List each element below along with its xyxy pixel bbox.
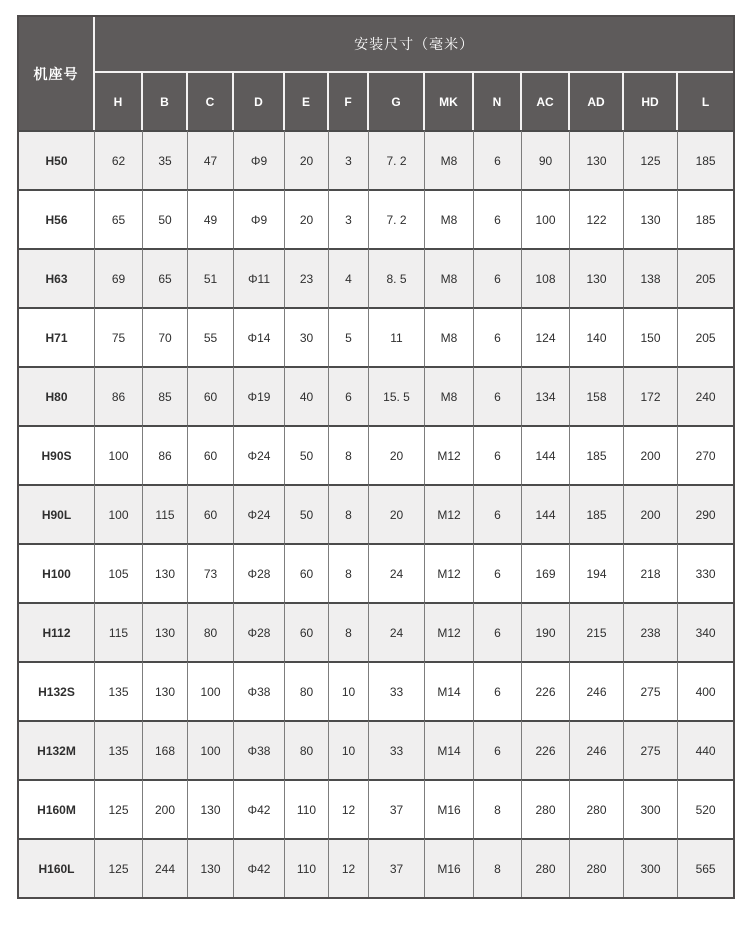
dimension-cell: 130 xyxy=(570,130,624,189)
dimension-cell: 168 xyxy=(143,720,188,779)
dimension-cell: 565 xyxy=(678,838,733,897)
column-header-ac: AC xyxy=(522,73,570,130)
dimension-cell: 144 xyxy=(522,425,570,484)
dimension-cell: 246 xyxy=(570,661,624,720)
dimension-cell: Φ38 xyxy=(234,661,285,720)
table-row xyxy=(19,602,733,661)
dimension-cell: 10 xyxy=(329,720,369,779)
dimension-cell: Φ28 xyxy=(234,602,285,661)
dimension-cell: 50 xyxy=(285,425,329,484)
row-header-model: H90S xyxy=(19,425,95,484)
dimension-cell: 8 xyxy=(329,602,369,661)
dimension-cell: 24 xyxy=(369,602,425,661)
dimension-cell: 100 xyxy=(188,720,234,779)
dimension-cell: 100 xyxy=(95,484,143,543)
dimension-cell: 100 xyxy=(522,189,570,248)
dimension-cell: 290 xyxy=(678,484,733,543)
dimension-cell: Φ42 xyxy=(234,779,285,838)
dimension-cell: 12 xyxy=(329,838,369,897)
dimension-cell: 80 xyxy=(188,602,234,661)
dimension-cell: 244 xyxy=(143,838,188,897)
dimension-cell: 30 xyxy=(285,307,329,366)
row-header-model: H90L xyxy=(19,484,95,543)
dimension-cell: 75 xyxy=(95,307,143,366)
dimension-cell: 90 xyxy=(522,130,570,189)
dimension-cell: 20 xyxy=(369,484,425,543)
dimension-cell: 85 xyxy=(143,366,188,425)
dimension-cell: 3 xyxy=(329,130,369,189)
column-header-g: G xyxy=(369,73,425,130)
dimension-cell: 280 xyxy=(522,779,570,838)
table-row xyxy=(19,307,733,366)
dimension-cell: 6 xyxy=(474,661,522,720)
dimension-cell: 130 xyxy=(143,602,188,661)
dimension-cell: 130 xyxy=(188,838,234,897)
dimension-cell: 6 xyxy=(474,366,522,425)
dimension-cell: 108 xyxy=(522,248,570,307)
dimension-cell: 130 xyxy=(570,248,624,307)
dimension-cell: M8 xyxy=(425,248,474,307)
row-header-model: H80 xyxy=(19,366,95,425)
dimension-cell: 340 xyxy=(678,602,733,661)
dimension-cell: 185 xyxy=(678,189,733,248)
dimension-cell: 215 xyxy=(570,602,624,661)
dimension-cell: 4 xyxy=(329,248,369,307)
dimension-cell: 69 xyxy=(95,248,143,307)
dimension-cell: 122 xyxy=(570,189,624,248)
dimension-cell: M16 xyxy=(425,779,474,838)
dimension-cell: 62 xyxy=(95,130,143,189)
dimension-cell: 8 xyxy=(474,838,522,897)
dimension-cell: 105 xyxy=(95,543,143,602)
dimension-cell: 51 xyxy=(188,248,234,307)
dimension-cell: 10 xyxy=(329,661,369,720)
dimension-cell: 275 xyxy=(624,720,678,779)
dimension-cell: M8 xyxy=(425,189,474,248)
frame-number-header: 机座号 xyxy=(19,17,95,130)
dimension-cell: 185 xyxy=(570,425,624,484)
table-row xyxy=(19,484,733,543)
dimension-cell: 86 xyxy=(95,366,143,425)
dimension-cell: 194 xyxy=(570,543,624,602)
dimension-cell: 33 xyxy=(369,661,425,720)
dimension-cell: 218 xyxy=(624,543,678,602)
dimension-cell: 8 xyxy=(329,425,369,484)
dimension-cell: 12 xyxy=(329,779,369,838)
dimension-cell: 65 xyxy=(143,248,188,307)
dimension-cell: 80 xyxy=(285,661,329,720)
dimension-cell: 6 xyxy=(474,248,522,307)
dimension-cell: 60 xyxy=(188,484,234,543)
dimension-cell: 150 xyxy=(624,307,678,366)
table-row xyxy=(19,366,733,425)
dimension-cell: 110 xyxy=(285,838,329,897)
dimension-cell: 190 xyxy=(522,602,570,661)
column-header-l: L xyxy=(678,73,733,130)
dimension-cell: 7. 2 xyxy=(369,130,425,189)
dimension-cell: Φ38 xyxy=(234,720,285,779)
dimension-cell: Φ9 xyxy=(234,189,285,248)
dimension-cell: 135 xyxy=(95,661,143,720)
dimension-cell: 8 xyxy=(329,543,369,602)
table-row xyxy=(19,720,733,779)
dimension-cell: 24 xyxy=(369,543,425,602)
dimension-cell: 125 xyxy=(95,779,143,838)
dimension-cell: Φ24 xyxy=(234,425,285,484)
dimension-cell: 50 xyxy=(285,484,329,543)
dimension-cell: 20 xyxy=(369,425,425,484)
dimension-cell: 130 xyxy=(188,779,234,838)
dimension-cell: M16 xyxy=(425,838,474,897)
dimension-cell: 280 xyxy=(570,838,624,897)
dimension-cell: M12 xyxy=(425,602,474,661)
dimension-cell: 6 xyxy=(474,425,522,484)
row-header-model: H50 xyxy=(19,130,95,189)
dimension-cell: 200 xyxy=(143,779,188,838)
dimension-cell: 55 xyxy=(188,307,234,366)
dimension-cell: 86 xyxy=(143,425,188,484)
dimension-cell: 125 xyxy=(95,838,143,897)
dimension-cell: 125 xyxy=(624,130,678,189)
column-header-h: H xyxy=(95,73,143,130)
dimension-cell: 440 xyxy=(678,720,733,779)
dimension-cell: 6 xyxy=(474,189,522,248)
row-header-model: H132M xyxy=(19,720,95,779)
dimension-cell: 37 xyxy=(369,838,425,897)
dimension-cell: 3 xyxy=(329,189,369,248)
installation-dimensions-header: 安装尺寸（毫米） xyxy=(95,17,733,73)
dimension-cell: 6 xyxy=(474,543,522,602)
dimension-cell: 65 xyxy=(95,189,143,248)
dimension-cell: M8 xyxy=(425,130,474,189)
dimension-cell: Φ42 xyxy=(234,838,285,897)
dimension-cell: 172 xyxy=(624,366,678,425)
dimension-cell: 35 xyxy=(143,130,188,189)
dimension-cell: M12 xyxy=(425,484,474,543)
dimension-cell: 60 xyxy=(188,425,234,484)
dimension-cell: 400 xyxy=(678,661,733,720)
table-row xyxy=(19,425,733,484)
dimension-cell: 60 xyxy=(285,543,329,602)
dimension-cell: 115 xyxy=(95,602,143,661)
dimension-cell: 47 xyxy=(188,130,234,189)
row-header-model: H71 xyxy=(19,307,95,366)
dimension-cell: 6 xyxy=(474,602,522,661)
dimension-cell: 124 xyxy=(522,307,570,366)
dimension-cell: 23 xyxy=(285,248,329,307)
table-row xyxy=(19,248,733,307)
dimension-cell: 115 xyxy=(143,484,188,543)
dimension-cell: 135 xyxy=(95,720,143,779)
dimension-cell: 6 xyxy=(329,366,369,425)
row-header-model: H132S xyxy=(19,661,95,720)
table-row xyxy=(19,661,733,720)
dimension-cell: M8 xyxy=(425,366,474,425)
dimension-cell: 200 xyxy=(624,484,678,543)
dimension-cell: 15. 5 xyxy=(369,366,425,425)
column-header-ad: AD xyxy=(570,73,624,130)
column-letters-row xyxy=(19,73,733,130)
dimension-cell: 20 xyxy=(285,189,329,248)
dimension-cell: M14 xyxy=(425,661,474,720)
row-header-model: H63 xyxy=(19,248,95,307)
dimension-cell: 60 xyxy=(285,602,329,661)
dimension-cell: 169 xyxy=(522,543,570,602)
table-header xyxy=(19,17,733,130)
dimension-cell: 20 xyxy=(285,130,329,189)
row-header-model: H56 xyxy=(19,189,95,248)
dimension-cell: 520 xyxy=(678,779,733,838)
dimension-cell: 200 xyxy=(624,425,678,484)
dimension-cell: 130 xyxy=(143,661,188,720)
dimension-cell: 300 xyxy=(624,779,678,838)
dimension-cell: 70 xyxy=(143,307,188,366)
dimension-cell: 138 xyxy=(624,248,678,307)
dimension-cell: 226 xyxy=(522,661,570,720)
dimension-cell: 330 xyxy=(678,543,733,602)
dimension-cell: 240 xyxy=(678,366,733,425)
dimension-cell: 100 xyxy=(188,661,234,720)
dimension-cell: 140 xyxy=(570,307,624,366)
dimension-cell: M12 xyxy=(425,425,474,484)
dimension-cell: 8 xyxy=(474,779,522,838)
dimension-cell: 6 xyxy=(474,484,522,543)
dimension-cell: Φ14 xyxy=(234,307,285,366)
table-body xyxy=(19,130,733,897)
dimension-cell: M14 xyxy=(425,720,474,779)
column-header-hd: HD xyxy=(624,73,678,130)
dimension-cell: 73 xyxy=(188,543,234,602)
dimension-cell: 130 xyxy=(624,189,678,248)
dimension-cell: 275 xyxy=(624,661,678,720)
row-header-model: H112 xyxy=(19,602,95,661)
dimension-cell: 280 xyxy=(570,779,624,838)
dimension-cell: 205 xyxy=(678,307,733,366)
table-row xyxy=(19,189,733,248)
row-header-model: H100 xyxy=(19,543,95,602)
dimension-cell: 37 xyxy=(369,779,425,838)
row-header-model: H160L xyxy=(19,838,95,897)
dimension-cell: 7. 2 xyxy=(369,189,425,248)
dimension-cell: 8 xyxy=(329,484,369,543)
column-header-c: C xyxy=(188,73,234,130)
table-row xyxy=(19,543,733,602)
table-row xyxy=(19,779,733,838)
column-header-d: D xyxy=(234,73,285,130)
dimension-cell: 238 xyxy=(624,602,678,661)
dimension-cell: 49 xyxy=(188,189,234,248)
dimension-cell: 185 xyxy=(570,484,624,543)
column-header-e: E xyxy=(285,73,329,130)
table-row xyxy=(19,838,733,897)
dimension-cell: 60 xyxy=(188,366,234,425)
dimension-cell: 270 xyxy=(678,425,733,484)
row-header-model: H160M xyxy=(19,779,95,838)
dimension-cell: Φ28 xyxy=(234,543,285,602)
dimension-cell: 6 xyxy=(474,720,522,779)
dimension-cell: 134 xyxy=(522,366,570,425)
dimension-cell: 280 xyxy=(522,838,570,897)
dimension-cell: 110 xyxy=(285,779,329,838)
dimension-cell: 185 xyxy=(678,130,733,189)
dimension-cell: 11 xyxy=(369,307,425,366)
dimension-cell: 5 xyxy=(329,307,369,366)
dimension-cell: 158 xyxy=(570,366,624,425)
dimension-cell: Φ24 xyxy=(234,484,285,543)
dimension-cell: 40 xyxy=(285,366,329,425)
dimension-cell: 8. 5 xyxy=(369,248,425,307)
dimension-cell: Φ11 xyxy=(234,248,285,307)
column-header-f: F xyxy=(329,73,369,130)
dimension-cell: M12 xyxy=(425,543,474,602)
dimension-cell: 80 xyxy=(285,720,329,779)
dimension-cell: 246 xyxy=(570,720,624,779)
dimension-cell: 100 xyxy=(95,425,143,484)
dimension-cell: Φ9 xyxy=(234,130,285,189)
dimension-cell: 6 xyxy=(474,130,522,189)
column-header-mk: MK xyxy=(425,73,474,130)
dimension-cell: 130 xyxy=(143,543,188,602)
dimension-cell: 6 xyxy=(474,307,522,366)
dimension-cell: 33 xyxy=(369,720,425,779)
dimension-cell: M8 xyxy=(425,307,474,366)
dimension-cell: 205 xyxy=(678,248,733,307)
dimensions-table xyxy=(17,15,735,899)
dimension-cell: 50 xyxy=(143,189,188,248)
column-header-n: N xyxy=(474,73,522,130)
table-row xyxy=(19,130,733,189)
column-header-b: B xyxy=(143,73,188,130)
dimension-cell: Φ19 xyxy=(234,366,285,425)
dimension-cell: 144 xyxy=(522,484,570,543)
dimension-cell: 226 xyxy=(522,720,570,779)
dimension-cell: 300 xyxy=(624,838,678,897)
